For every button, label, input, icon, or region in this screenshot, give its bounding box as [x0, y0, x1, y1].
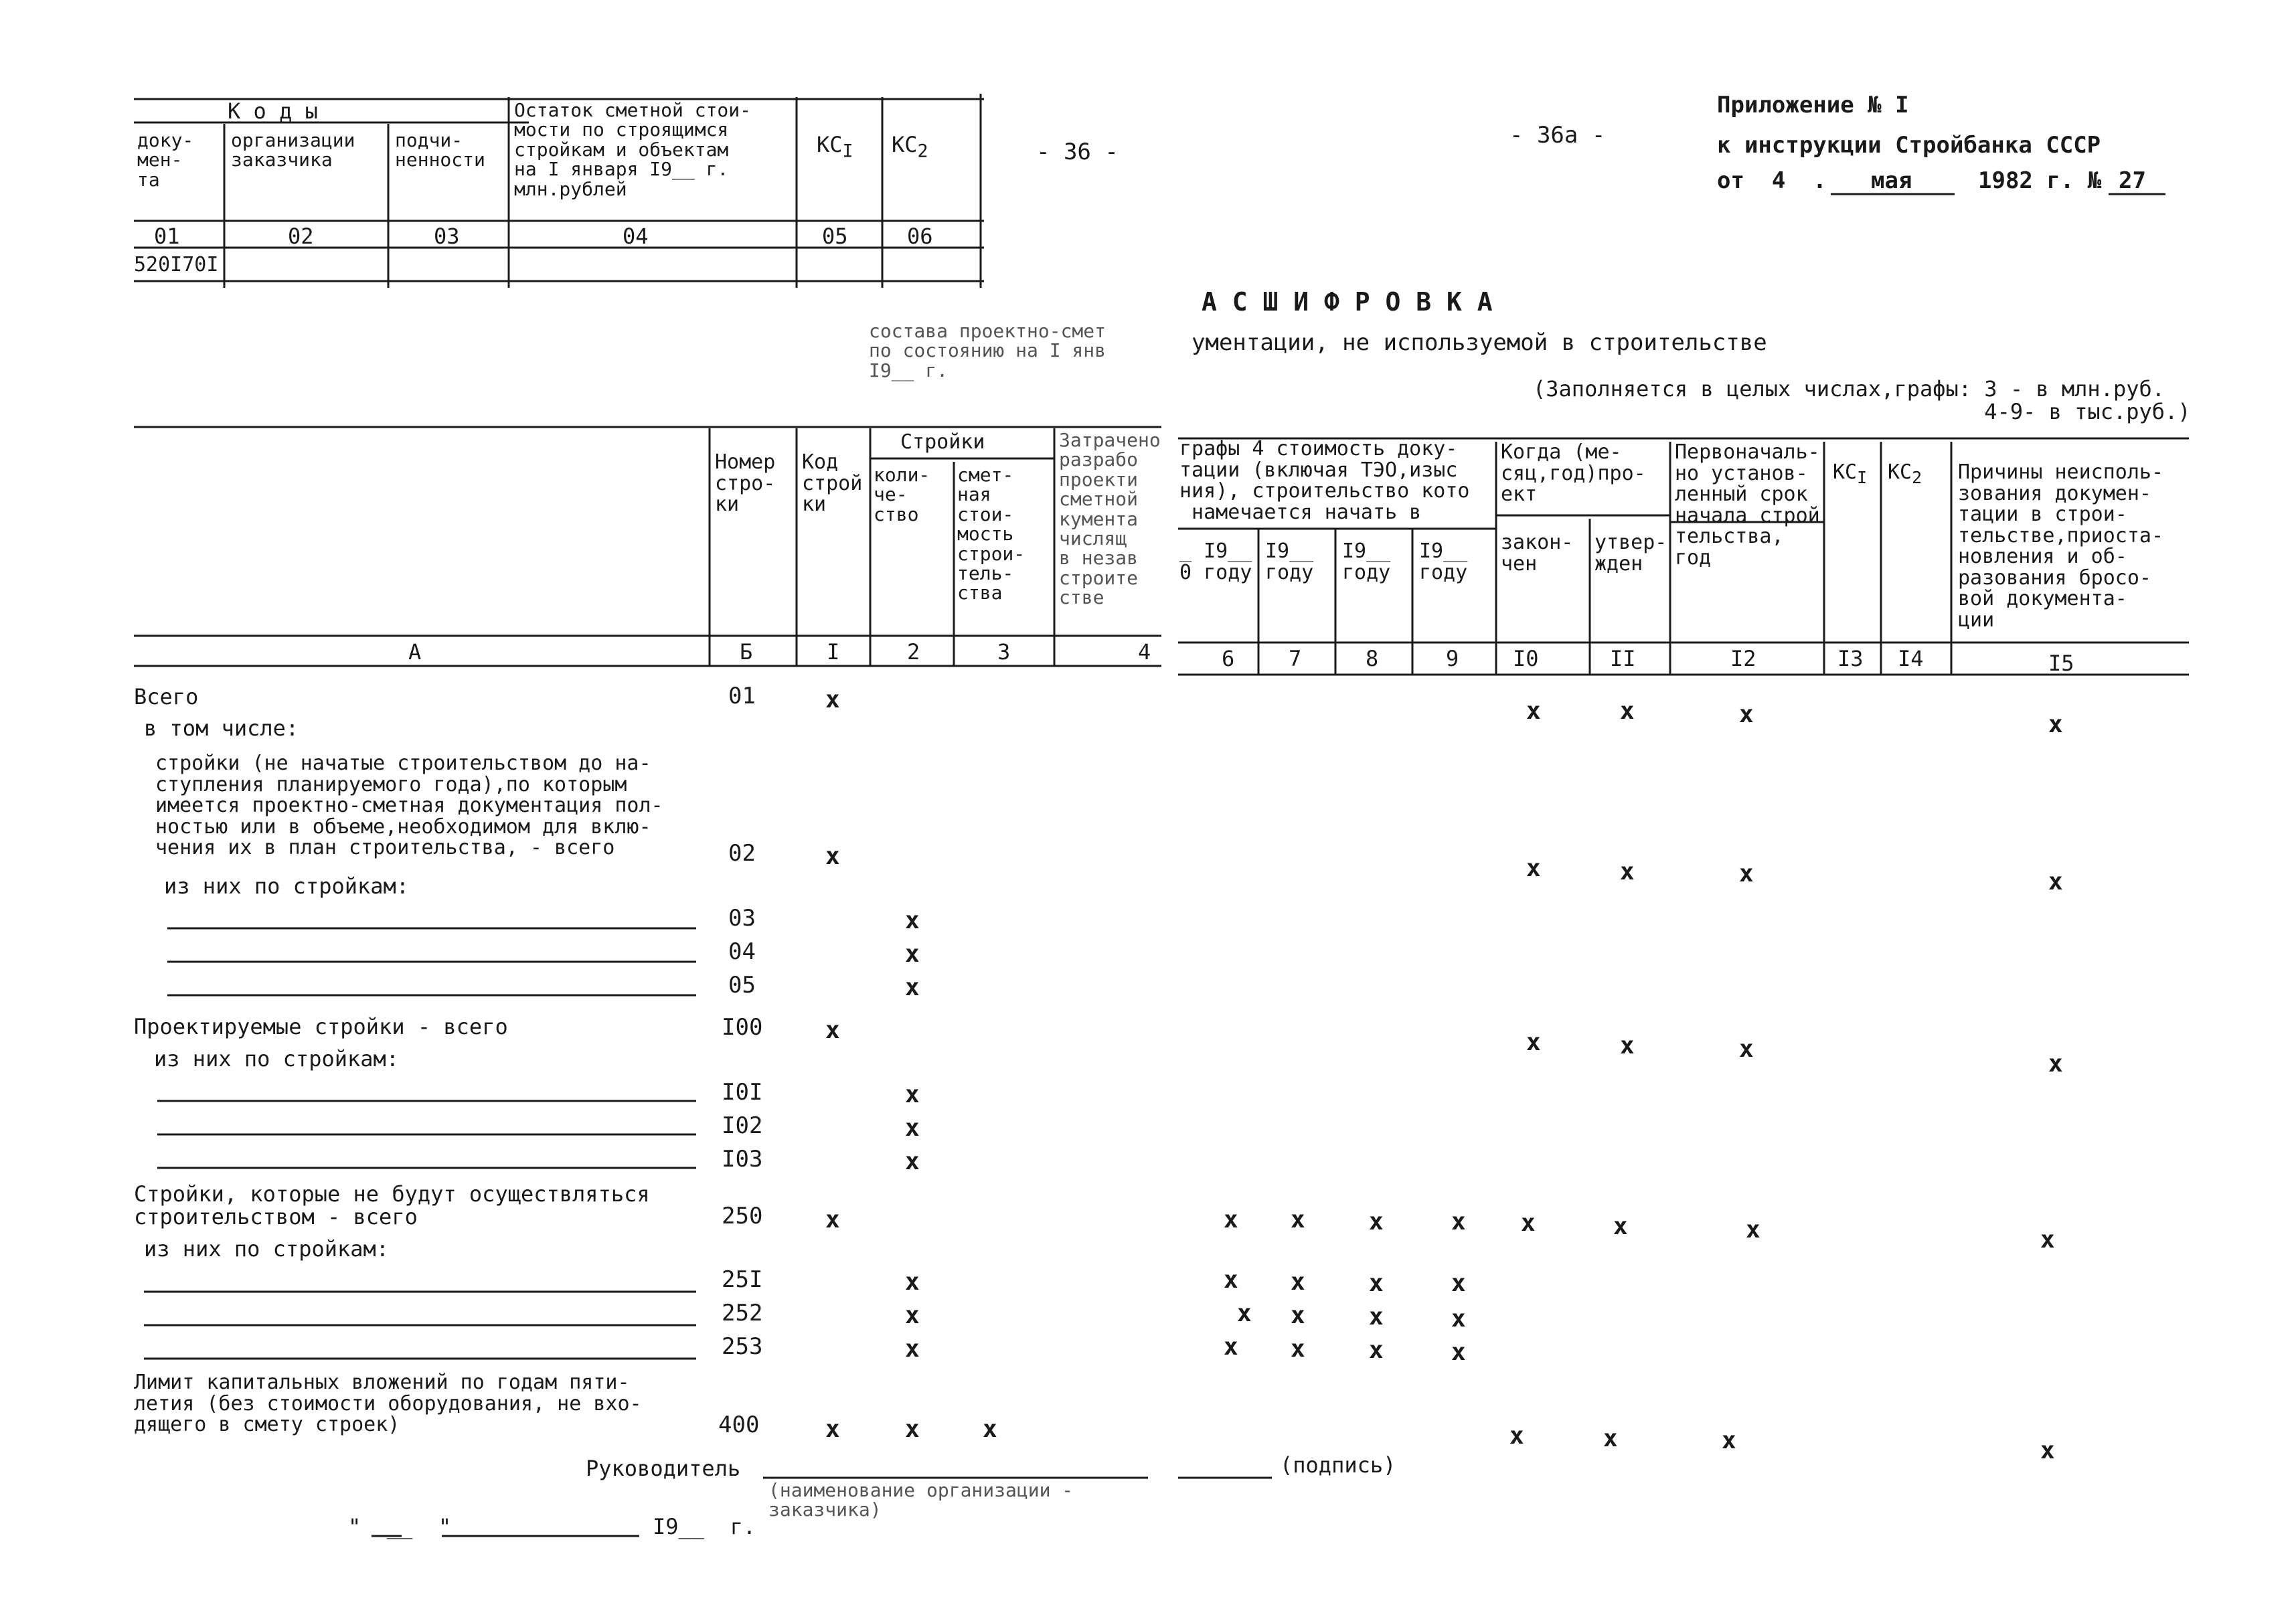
- col-label: 2: [907, 639, 920, 665]
- row-number: 25I: [722, 1266, 763, 1293]
- x-mark: x: [1224, 1266, 1238, 1294]
- x-mark: x: [1509, 1422, 1524, 1450]
- x-mark: x: [1224, 1333, 1238, 1361]
- signature-caption: (подпись): [1280, 1452, 1396, 1478]
- x-mark: x: [1291, 1268, 1305, 1296]
- row-label-of-them: из них по стройкам:: [154, 1046, 400, 1072]
- row-label-of-them: из них по стройкам:: [164, 873, 410, 899]
- row-number: 01: [728, 683, 756, 709]
- row-number: I0I: [722, 1079, 763, 1106]
- row-label-not-started: стройки (не начатые строительством до на- ступления планируемого года),по которым имеется проектно-сметная документация пол- ностью или в объеме,необходимом для вклю- чения их в план строительства, - всего: [155, 752, 663, 859]
- codes-col-document: доку- мен- та: [137, 129, 194, 191]
- x-mark: x: [1739, 701, 1754, 728]
- header-col6-9: графы 4 стоимость доку- тации (включая ТЭО,изыс ния), строительство кото намечается начать в: [1179, 437, 1470, 524]
- x-mark: x: [1451, 1339, 1466, 1366]
- x-mark: x: [1451, 1305, 1466, 1333]
- x-mark: x: [1526, 855, 1541, 882]
- form-subtitle-right: ументации, не используемой в строительстве: [1192, 329, 1767, 356]
- x-mark: x: [905, 940, 920, 968]
- codes-num-06: 06: [907, 224, 933, 249]
- header-year-6: _ I9__ 0 году: [1179, 539, 1252, 584]
- x-mark: x: [1291, 1335, 1305, 1363]
- row-number: 400: [718, 1412, 760, 1438]
- x-mark: x: [905, 1114, 920, 1142]
- row-number: 05: [728, 972, 756, 999]
- col-label: 6: [1222, 646, 1235, 671]
- x-mark: x: [1526, 1029, 1541, 1056]
- row-number: 250: [722, 1203, 763, 1229]
- x-mark: x: [1746, 1216, 1760, 1244]
- x-mark: x: [1369, 1270, 1384, 1297]
- header-construction: Стройки: [900, 430, 985, 454]
- col-label: 9: [1446, 646, 1459, 671]
- codes-col-remainder: Остаток сметной стои- мости по строящимся стройкам и объектам на I января I9__ г. млн.рублей: [514, 99, 752, 200]
- codes-col-subordination: подчи- ненности: [395, 129, 485, 171]
- fill-note: (Заполняется в целых числах,графы: 3 - в млн.руб. 4-9- в тыс.руб.): [1533, 376, 2191, 424]
- x-mark: x: [2048, 711, 2063, 738]
- head-label: Руководитель: [586, 1456, 741, 1481]
- page-number-left: - 36 -: [1036, 139, 1119, 165]
- header-row-number: Номер стро- ки: [715, 450, 776, 516]
- row-label-total: Всего: [134, 684, 199, 709]
- col-label: 7: [1289, 646, 1302, 671]
- col-label: I4: [1898, 646, 1924, 671]
- x-mark: x: [1451, 1270, 1466, 1297]
- x-mark: x: [825, 1206, 840, 1233]
- header-when-completed: закон- чен: [1501, 531, 1574, 576]
- col-label: I2: [1730, 646, 1756, 671]
- header-code: Код строй ки: [802, 450, 863, 516]
- form-subtitle-left: состава проектно-смет по состоянию на I янв I9__ г.: [869, 320, 1106, 381]
- header-year-9: I9__ году: [1419, 539, 1468, 584]
- x-mark: x: [905, 1416, 920, 1443]
- col-label: I5: [2048, 651, 2074, 676]
- x-mark: x: [1603, 1425, 1618, 1452]
- header-ks1: $КС_I$: [1833, 460, 1868, 487]
- x-mark: x: [1739, 1035, 1754, 1063]
- x-mark: x: [2048, 1050, 2063, 1078]
- appendix-line-2: к инструкции Стройбанка СССР: [1717, 132, 2101, 159]
- header-ks2: $КС_2$: [1888, 460, 1922, 487]
- codes-num-05: 05: [822, 224, 848, 249]
- codes-col-customer: организации заказчика: [231, 129, 355, 171]
- x-mark: x: [905, 1302, 920, 1329]
- x-mark: x: [2040, 1226, 2055, 1254]
- x-mark: x: [825, 1416, 840, 1443]
- x-mark: x: [1224, 1206, 1238, 1233]
- header-col4: Затрачено разрабо проекти сметной кумента числящ в незав строите стве: [1059, 429, 1161, 609]
- row-label-designed: Проектируемые стройки - всего: [134, 1014, 508, 1039]
- header-year-8: I9__ году: [1342, 539, 1391, 584]
- x-mark: x: [1291, 1302, 1305, 1329]
- appendix-year: 1982 г. №: [1978, 167, 2102, 194]
- x-mark: x: [825, 843, 840, 870]
- date-year: I9__ г.: [653, 1514, 756, 1539]
- header-reasons: Причины неисполь- зования докумен- тации в строи- тельстве,приоста- новления и об- разования бросо- вой документа- ции: [1958, 460, 2164, 632]
- appendix-line-1: Приложение № I: [1717, 92, 1909, 118]
- x-mark: x: [2040, 1437, 2055, 1464]
- appendix-line-3-prefix: от 4 .: [1717, 167, 1827, 194]
- col-label: 8: [1366, 646, 1379, 671]
- x-mark: x: [1620, 1032, 1635, 1059]
- x-mark: x: [905, 1148, 920, 1175]
- x-mark: x: [1620, 697, 1635, 725]
- row-number: I02: [722, 1112, 763, 1139]
- col-label: II: [1610, 646, 1636, 671]
- x-mark: x: [905, 907, 920, 934]
- form-title: А С Ш И Ф Р О В К А: [1202, 287, 1493, 317]
- x-mark: x: [1369, 1303, 1384, 1331]
- x-mark: x: [1722, 1427, 1736, 1454]
- header-initial-term: Первоначаль- но установ- ленный срок начала строй тельства, год: [1675, 440, 1820, 570]
- row-number: 04: [728, 938, 756, 965]
- header-when-approved: утвер- жден: [1594, 531, 1667, 576]
- header-year-7: I9__ году: [1265, 539, 1314, 584]
- x-mark: x: [905, 974, 920, 1001]
- codes-num-02: 02: [288, 224, 314, 249]
- col-label: А: [408, 639, 422, 665]
- row-number: 253: [722, 1333, 763, 1360]
- x-mark: x: [1526, 697, 1541, 725]
- x-mark: x: [905, 1268, 920, 1296]
- col-label: Б: [740, 639, 753, 665]
- header-estimated-cost: смет- ная стои- мость строи- тель- ства: [957, 464, 1026, 604]
- codes-col-ks1: $КС_I$: [817, 132, 853, 162]
- x-mark: x: [825, 686, 840, 713]
- row-number: I00: [722, 1014, 763, 1041]
- appendix-number: 27: [2119, 167, 2146, 194]
- row-label-limit: Лимит капитальных вложений по годам пяти- летия (без стоимости оборудования, не вхо- дящего в смету строек): [134, 1371, 642, 1436]
- codes-num-03: 03: [434, 224, 460, 249]
- col-label: I0: [1513, 646, 1539, 671]
- x-mark: x: [905, 1081, 920, 1108]
- x-mark: x: [1291, 1206, 1305, 1233]
- row-number: 02: [728, 840, 756, 867]
- codes-group-header: К о д ы: [228, 98, 318, 124]
- x-mark: x: [983, 1416, 997, 1443]
- header-quantity: коли- че- ство: [874, 464, 930, 525]
- row-number: 252: [722, 1300, 763, 1327]
- x-mark: x: [1620, 858, 1635, 885]
- x-mark: x: [1369, 1337, 1384, 1364]
- row-label-not-implemented: Стройки, которые не будут осуществляться строительством - всего: [134, 1181, 650, 1229]
- codes-num-01: 01: [154, 224, 180, 249]
- header-when: Когда (ме- сяц,год)про- ект: [1501, 440, 1646, 506]
- x-mark: x: [1369, 1208, 1384, 1235]
- x-mark: x: [1521, 1209, 1536, 1237]
- x-mark: x: [905, 1335, 920, 1363]
- col-label: I: [827, 639, 840, 665]
- x-mark: x: [1237, 1300, 1252, 1327]
- page-number-right: - 36а -: [1509, 122, 1606, 149]
- row-number: I03: [722, 1146, 763, 1173]
- x-mark: x: [2048, 868, 2063, 895]
- organization-caption: (наименование организации - заказчика): [768, 1479, 1074, 1521]
- codes-document-code: 520I70I: [134, 253, 219, 276]
- x-mark: x: [1451, 1208, 1466, 1235]
- col-label: I3: [1837, 646, 1864, 671]
- codes-col-ks2: $КС_2$: [892, 132, 928, 162]
- x-mark: x: [825, 1017, 840, 1044]
- x-mark: x: [1739, 860, 1754, 887]
- row-number: 03: [728, 905, 756, 932]
- row-label-of-them: из них по стройкам:: [144, 1236, 390, 1262]
- appendix-month: мая: [1871, 167, 1912, 194]
- date-quote: " __ ": [348, 1514, 452, 1539]
- col-label: 4: [1138, 639, 1151, 665]
- x-mark: x: [1613, 1213, 1628, 1240]
- codes-num-04: 04: [623, 224, 649, 249]
- row-label-including: в том числе:: [144, 715, 299, 741]
- col-label: 3: [997, 639, 1011, 665]
